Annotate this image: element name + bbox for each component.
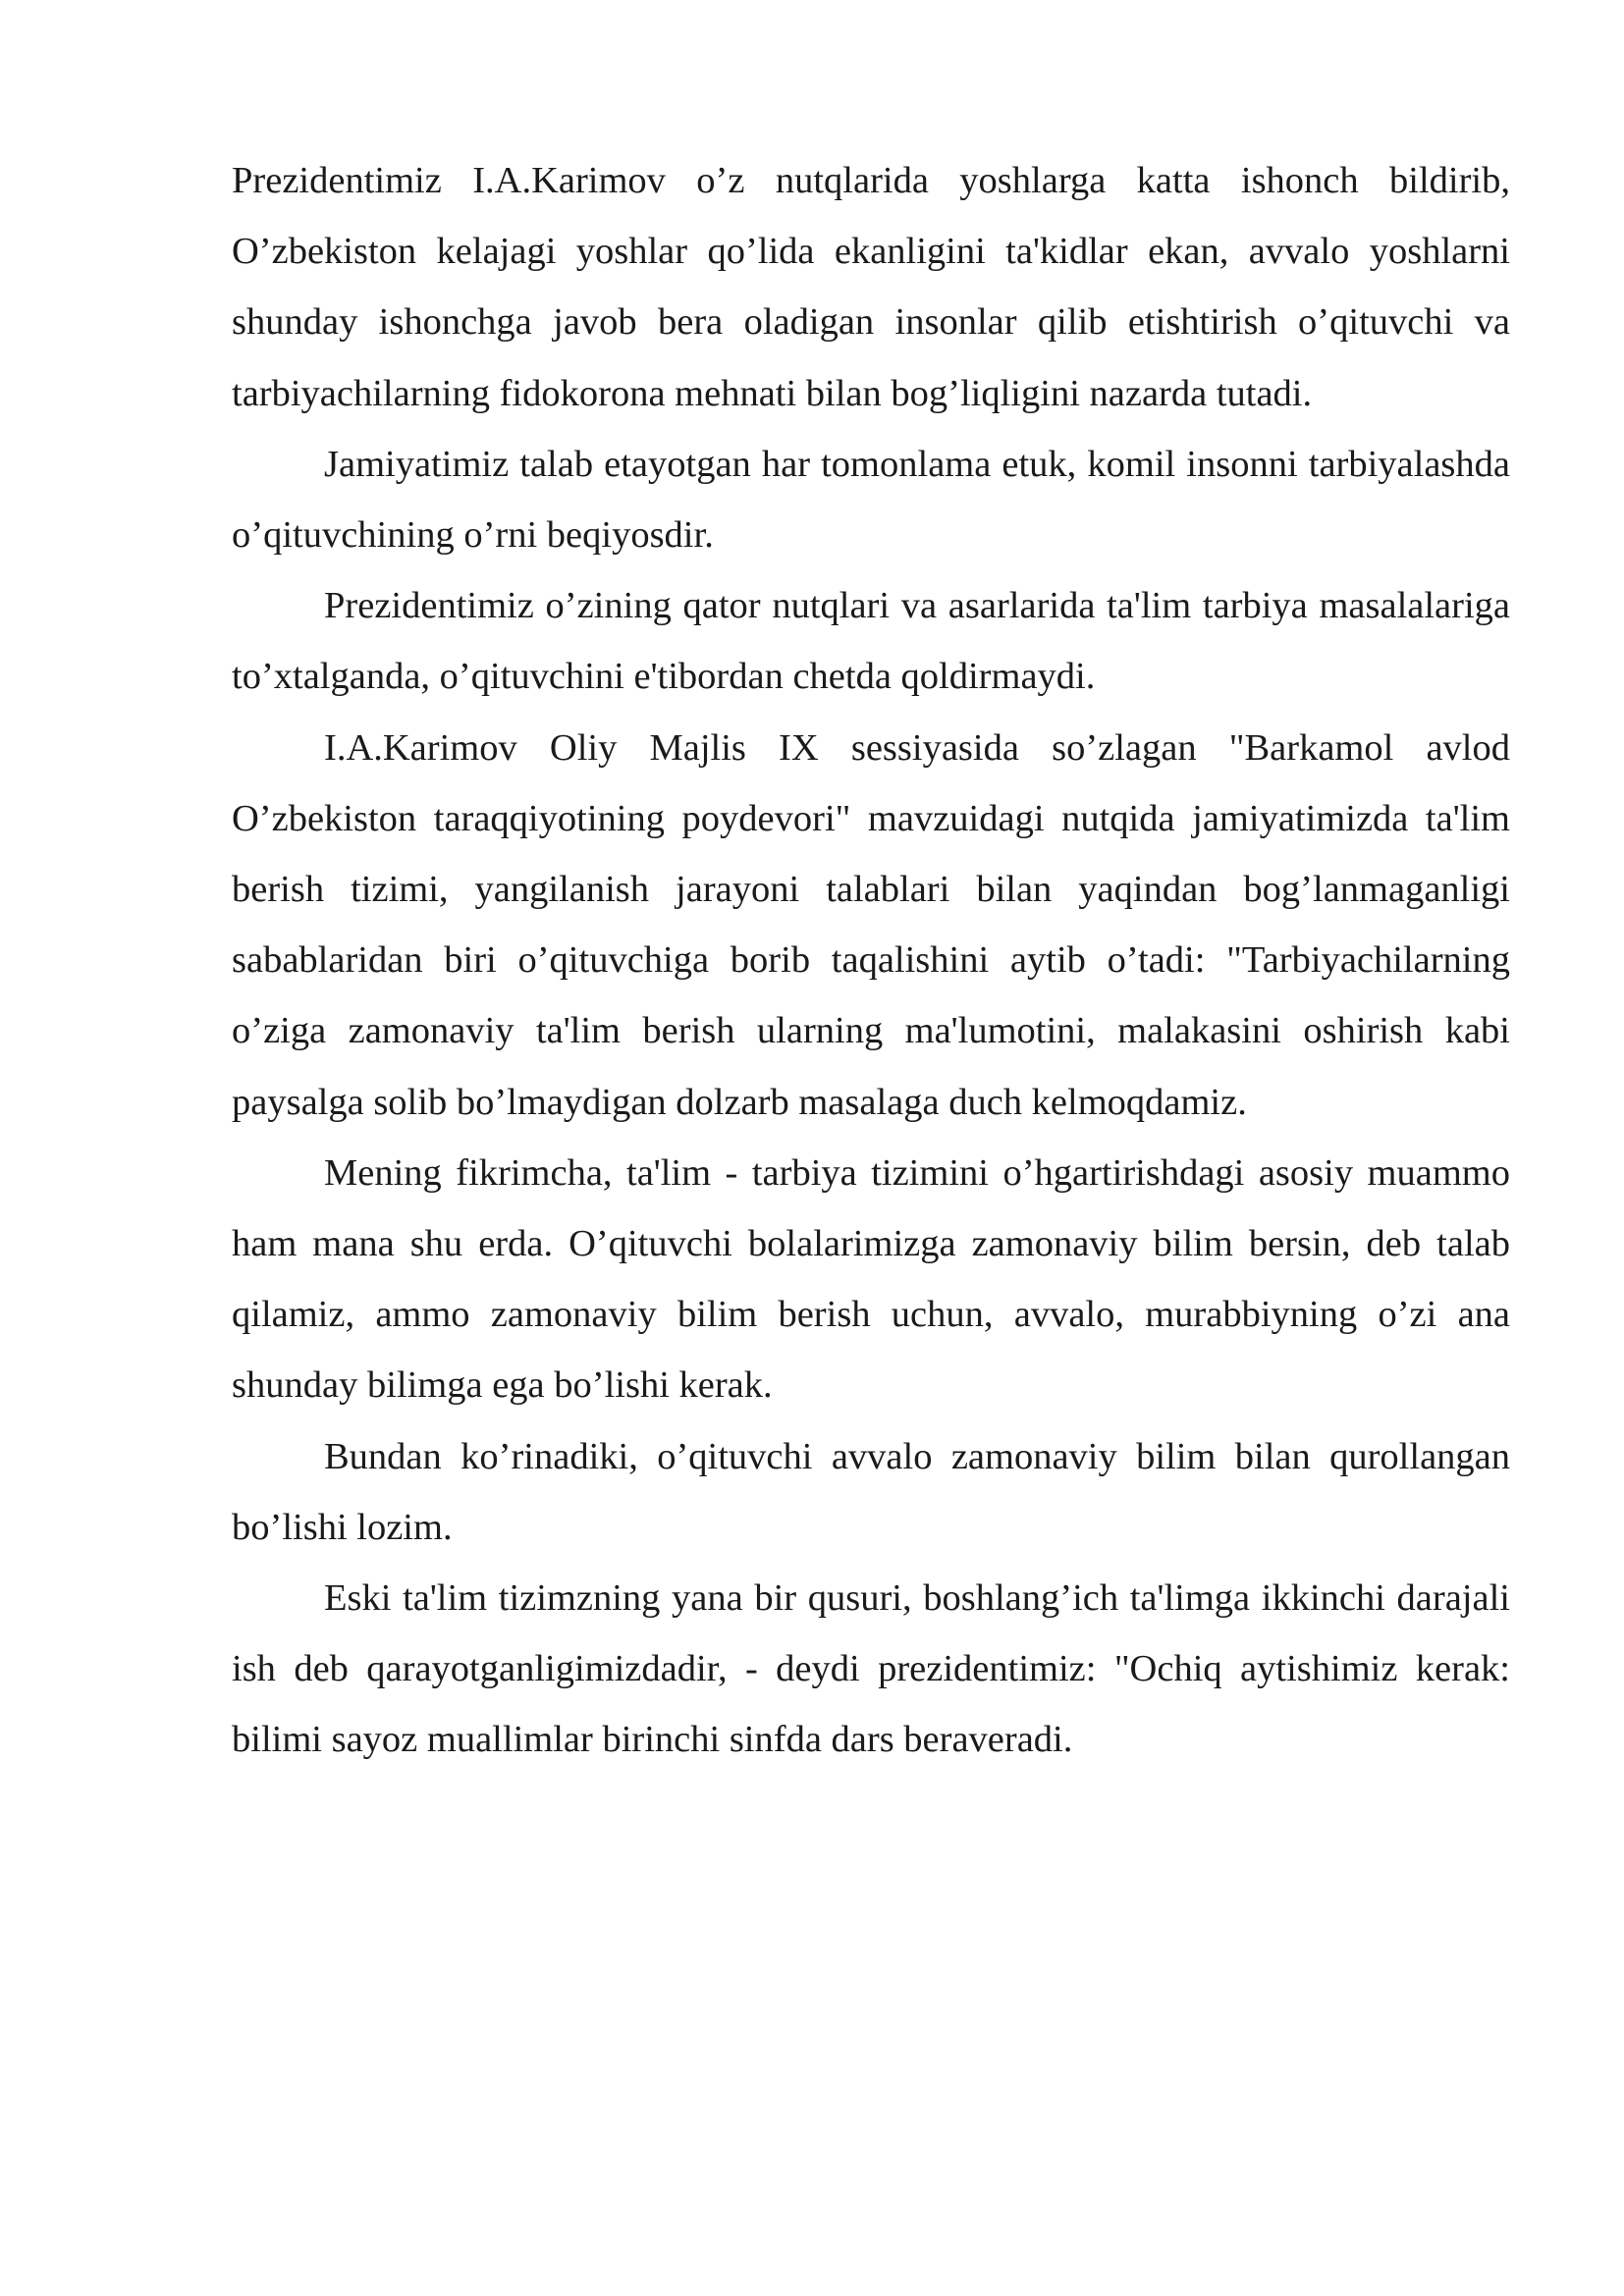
paragraph: Bundan ko’rinadiki, o’qituvchi avvalo zamonaviy bilim bilan qurollangan bo’lishi lozim. (232, 1435, 1510, 1548)
body-text (232, 145, 1510, 1776)
paragraph: Prezidentimiz o’zining qator nutqlari va asarlarida ta'lim tarbiya masalalariga to’xtalganda, o’qituvchini e'tibordan chetda qoldirmaydi. (232, 585, 1510, 698)
paragraph: Mening fikrimcha, ta'lim - tarbiya tizimini o’hgartirishdagi asosiy muammo ham mana shu erda. O’qituvchi bolalarimizga zamonaviy bilim bersin, deb talab qilamiz, ammo zamonaviy bilim berish uchun, avvalo, murabbiyning o’zi ana shunday bilimga ega bo’lishi kerak. (232, 1151, 1510, 1407)
paragraph: I.A.Karimov Oliy Majlis IX sessiyasida so’zlagan "Barkamol avlod O’zbekiston taraqqiyotining poydevori" mavzuidagi nutqida jamiyatimizda ta'lim berish tizimi, yangilanish jarayoni talablari bilan yaqindan bog’lanmaganligi sabablaridan biri o’qituvchiga borib taqalishini aytib o’tadi: "Tarbiyachilarning o’ziga zamonaviy ta'lim berish ularning ma'lumotini, malakasini oshirish kabi paysalga solib bo’lmaydigan dolzarb masalaga duch kelmoqdamiz. (232, 726, 1510, 1123)
paragraph: Prezidentimiz I.A.Karimov o’z nutqlarida yoshlarga katta ishonch bildirib, O’zbekiston kelajagi yoshlar qo’lida ekanligini ta'kidlar ekan, avvalo yoshlarni shunday ishonchga javob bera oladigan insonlar qilib etishtirish o’qituvchi va tarbiyachilarning fidokorona mehnati bilan bog’liqligini nazarda tutadi. (232, 160, 1510, 414)
paragraph: Eski ta'lim tizimzning yana bir qusuri, boshlang’ich ta'limga ikkinchi darajali ish deb qarayotganligimizdadir, - deydi prezidentimiz: "Ochiq aytishimiz kerak: bilimi sayoz muallimlar birinchi sinfda dars beraveradi. (232, 1577, 1510, 1761)
paragraph: Jamiyatimiz talab etayotgan har tomonlama etuk, komil insonni tarbiyalashda o’qituvchining o’rni beqiyosdir. (232, 443, 1510, 557)
